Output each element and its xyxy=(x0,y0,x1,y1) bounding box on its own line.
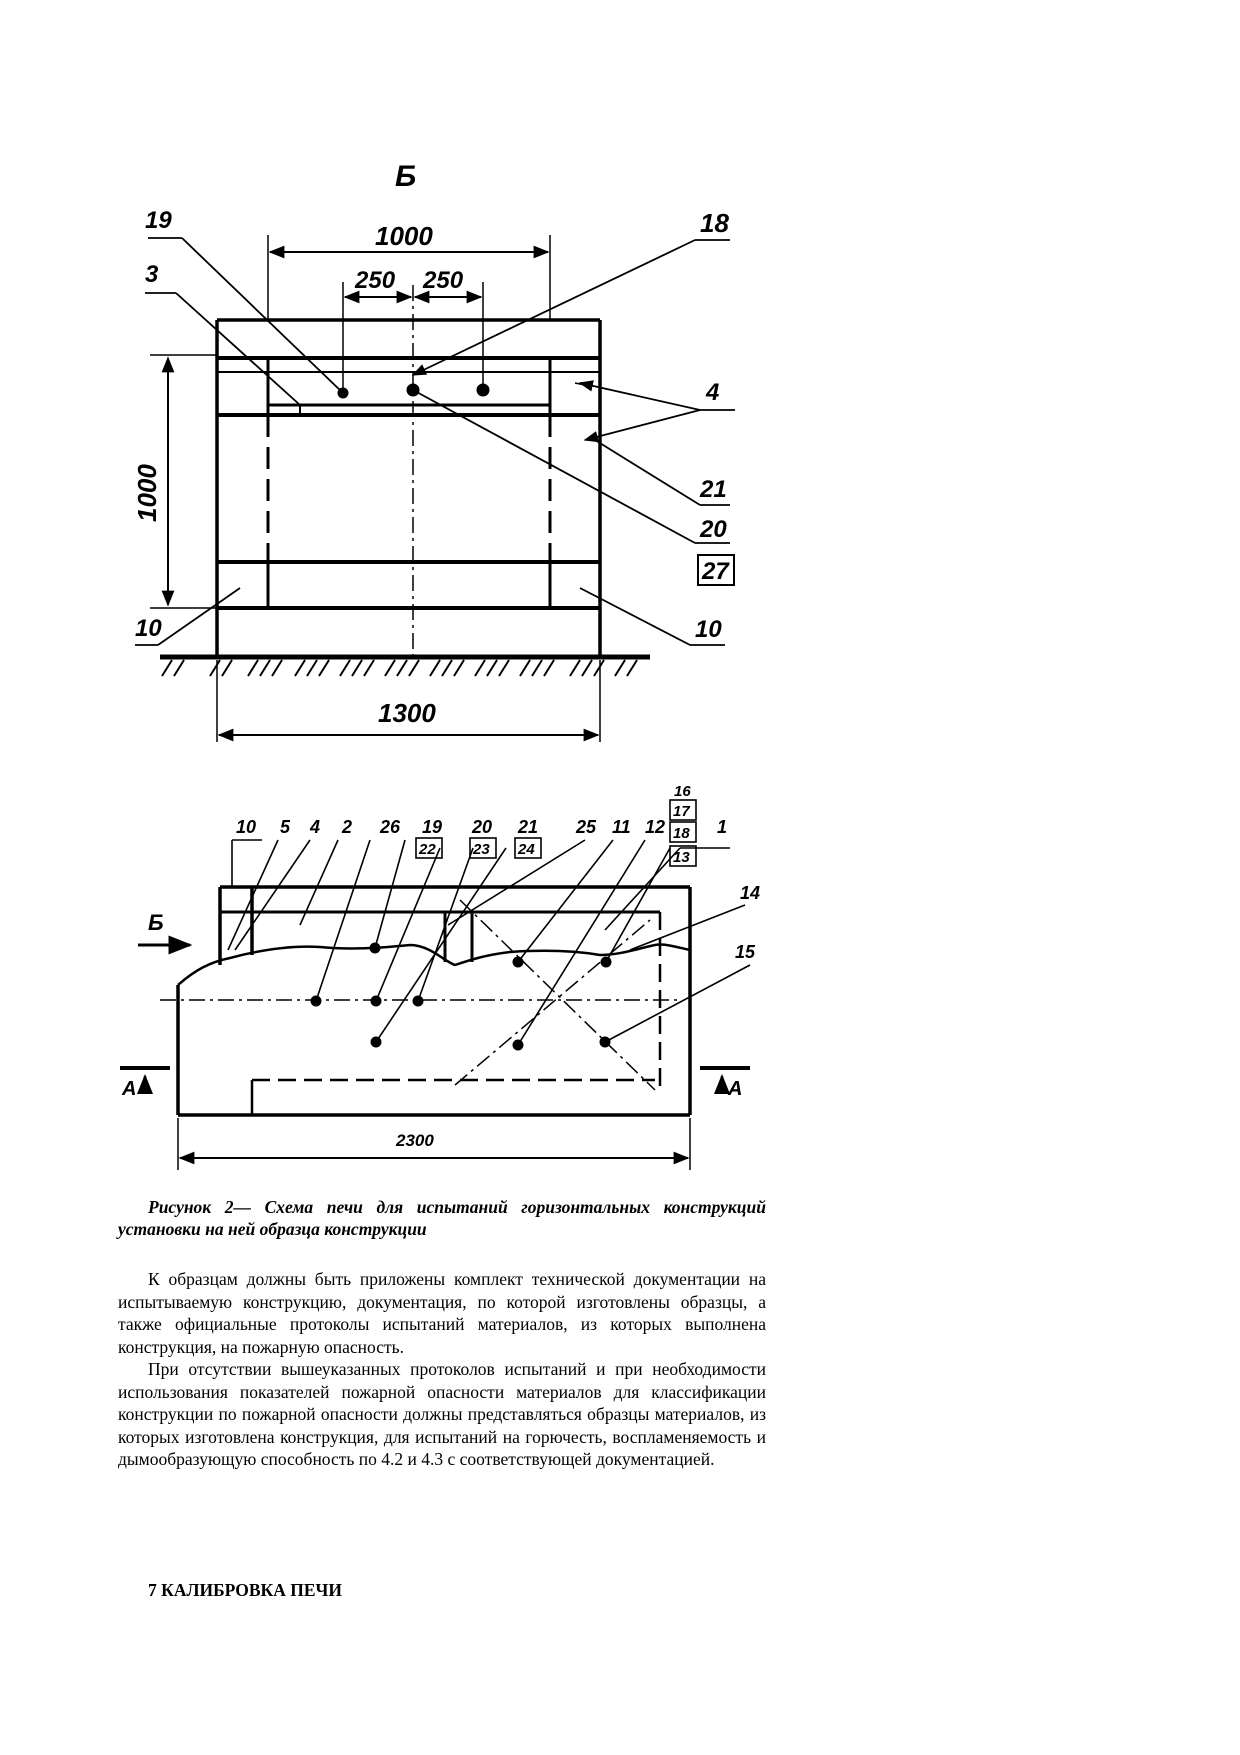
callout-10-right: 10 xyxy=(695,616,722,643)
paragraph-1: К образцам должны быть приложены комплект технической документации на испытываемую конструкцию, документация, по которой изготовлены образцы, а также официальные протоколы испытаний материалов, из которых выполнена конструкция, на пожарную опасность. xyxy=(118,1269,766,1357)
dim-250-right: 250 xyxy=(423,267,464,294)
boxed-17: 17 xyxy=(673,803,690,820)
view-label-b: Б xyxy=(395,160,417,193)
section-callout-25: 25 xyxy=(576,817,597,837)
section-callout-1: 1 xyxy=(717,817,728,837)
callout-4: 4 xyxy=(706,379,720,406)
paragraph-2: При отсутствии вышеуказанных протоколов испытаний и при необходимости использования показателей пожарной опасности материалов для классификации конструкции по пожарной опасности должны представляться образцы материалов, из которых изготовлена конструкция, для испытаний на горючесть, воспламеняемость и дымообразующую способность по 4.2 и 4.3 с соответствующей документацией. xyxy=(118,1359,766,1469)
section-a-left: А xyxy=(122,1078,137,1100)
body-text xyxy=(118,1268,766,1471)
arrow-b-label: Б xyxy=(148,910,164,935)
caption-text: Рисунок 2— Схема печи для испытаний горизонтальных конструкций установки на ней образца конструкции xyxy=(118,1197,766,1239)
callout-21: 21 xyxy=(700,476,727,503)
boxed-22: 22 xyxy=(419,841,436,858)
section-a-right: А xyxy=(728,1078,743,1100)
callout-10-left: 10 xyxy=(135,615,162,642)
section-callout-20: 20 xyxy=(472,817,493,837)
boxed-24: 24 xyxy=(518,841,535,858)
section-callout-14: 14 xyxy=(740,883,761,903)
callout-19: 19 xyxy=(145,207,172,234)
section-callout-15: 15 xyxy=(735,942,756,962)
section-callout-10: 10 xyxy=(236,817,257,837)
boxed-16: 16 xyxy=(674,783,691,800)
callout-27: 27 xyxy=(702,558,729,585)
dim-2300: 2300 xyxy=(396,1131,434,1150)
dim-250-left: 250 xyxy=(355,267,396,294)
section-callout-21: 21 xyxy=(518,817,539,837)
dim-1000-top: 1000 xyxy=(375,221,433,251)
section-callout-5: 5 xyxy=(280,817,291,837)
top-view xyxy=(135,235,735,742)
dim-1300: 1300 xyxy=(378,698,436,728)
boxed-18: 18 xyxy=(673,825,690,842)
section-heading: 7 КАЛИБРОВКА ПЕЧИ xyxy=(148,1580,342,1600)
section-callout-2: 2 xyxy=(342,817,353,837)
section-callout-26: 26 xyxy=(380,817,401,837)
section-callout-11: 11 xyxy=(612,817,631,837)
section-callout-4: 4 xyxy=(310,817,321,837)
callout-20: 20 xyxy=(700,516,727,543)
figure-caption xyxy=(118,1196,766,1240)
callout-3: 3 xyxy=(145,261,159,288)
boxed-13: 13 xyxy=(673,849,690,866)
boxed-23: 23 xyxy=(473,841,490,858)
section-callout-12: 12 xyxy=(645,817,666,837)
section-callout-19: 19 xyxy=(422,817,443,837)
dim-1000-vertical: 1000 xyxy=(132,464,162,522)
callout-18: 18 xyxy=(700,208,729,238)
